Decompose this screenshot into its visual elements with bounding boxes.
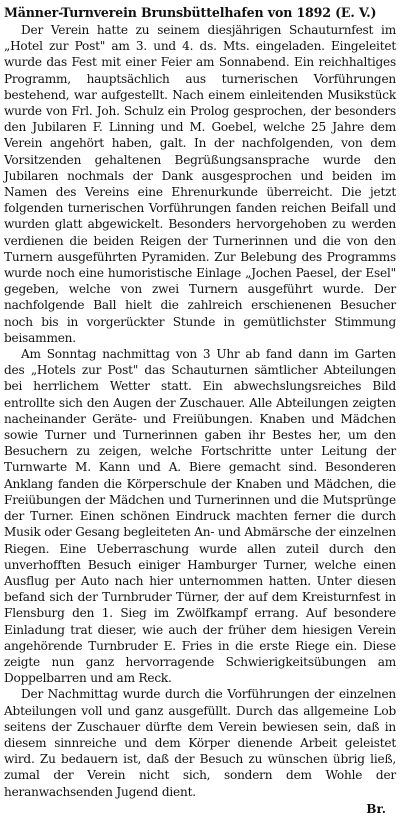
article-body [4, 22, 396, 816]
article-paragraph-3: Der Nachmittag wurde durch die Vorführungen der einzelnen Abteilungen voll und ganz ausgefüllt. Durch das allgemeine Lob seitens der Zuschauer dürfte dem Verein bewiesen sein, daß in diesem sinnreiche und dem Körper dienende Arbeit geleistet wird. Zu bedauern ist, daß der Besuch zu wünschen übrig ließ, zumal der Verein nicht sich, sondern dem Wohle der heranwachsenden Jugend dient. [4, 687, 396, 799]
article-paragraph-1: Der Verein hatte zu seinem diesjährigen Schauturnfest im „Hotel zur Post" am 3. und 4. ds. Mts. eingeladen. Eingeleitet wurde das Fest mit einer Feier am Sonnabend. Ein reichhaltiges Programm, hauptsächlich aus turnerischen Vorführungen bestehend, war aufgestellt. Nach einem einleitenden Musikstück wurde von Frl. Joh. Schulz ein Prolog gesprochen, der besonders den Jubilaren F. Linning und M. Goebel, welche 25 Jahre dem Verein angehört haben, galt. In der nachfolgenden, von dem Vorsitzenden gehaltenen Begrüßungsansprache wurde den Jubilaren nochmals der Dank ausgesprochen und beiden im Namen des Vereins eine Ehrenurkunde überreicht. Die jetzt folgenden turnerischen Vorführungen fanden reichen Beifall und wurden glatt abgewickelt. Besonders hervorgehoben zu werden verdienen die beiden Reigen der Turnerinnen und die von den Turnern ausgeführten Pyramiden. Zur Belebung des Programms wurde noch eine humoristische Einlage „Jochen Paesel, der Esel" gegeben, welche von zwei Turnern ausgeführt wurde. Der nachfolgende Ball hielt die zahlreich erschienenen Besucher noch bis in vorgerückter Stunde in gemütlichster Stimmung beisammen. [4, 23, 396, 345]
article-paragraph-2: Am Sonntag nachmittag von 3 Uhr ab fand dann im Garten des „Hotels zur Post" das Schauturnen sämtlicher Abteilungen bei herrlichem Wetter statt. Ein abwechslungsreiches Bild entrollte sich den Augen der Zuschauer. Alle Abteilungen zeigten nacheinander Geräte- und Freiübungen. Knaben und Mädchen sowie Turner und Turnerinnen gaben ihr Bestes her, um den Besuchern zu zeigen, welche Fortschritte unter Leitung der Turnwarte M. Kann und A. Biere gemacht sind. Besonderen Anklang fanden die Körperschule der Knaben und Mädchen, die Freiübungen der Mädchen und Turnerinnen und die Mutsprünge der Turner. Einen schönen Eindruck machten ferner die durch Musik oder Gesang begleiteten An- und Abmärsche der einzelnen Riegen. Eine Ueberraschung wurde allen zuteil durch den unverhofften Besuch einiger Hamburger Turner, welche einen Ausflug per Auto nach hier unternommen hatten. Unter diesen befand sich der Turnbruder Türner, der auf dem Kreisturnfest in Flensburg den 1. Sieg im Zwölfkampf errang. Auf besondere Einladung trat dieser, wie auch der früher dem hiesigen Verein angehörende Turnbruder E. Fries in die erste Riege ein. Diese zeigte nun ganz hervorragende Schwierigkeitsübungen am Doppelbarren und am Reck. [4, 347, 396, 686]
article-title: Männer-Turnverein Brunsbüttelhafen von 1892 (E. V.) [4, 5, 377, 20]
author-signature: Br. [366, 801, 386, 816]
